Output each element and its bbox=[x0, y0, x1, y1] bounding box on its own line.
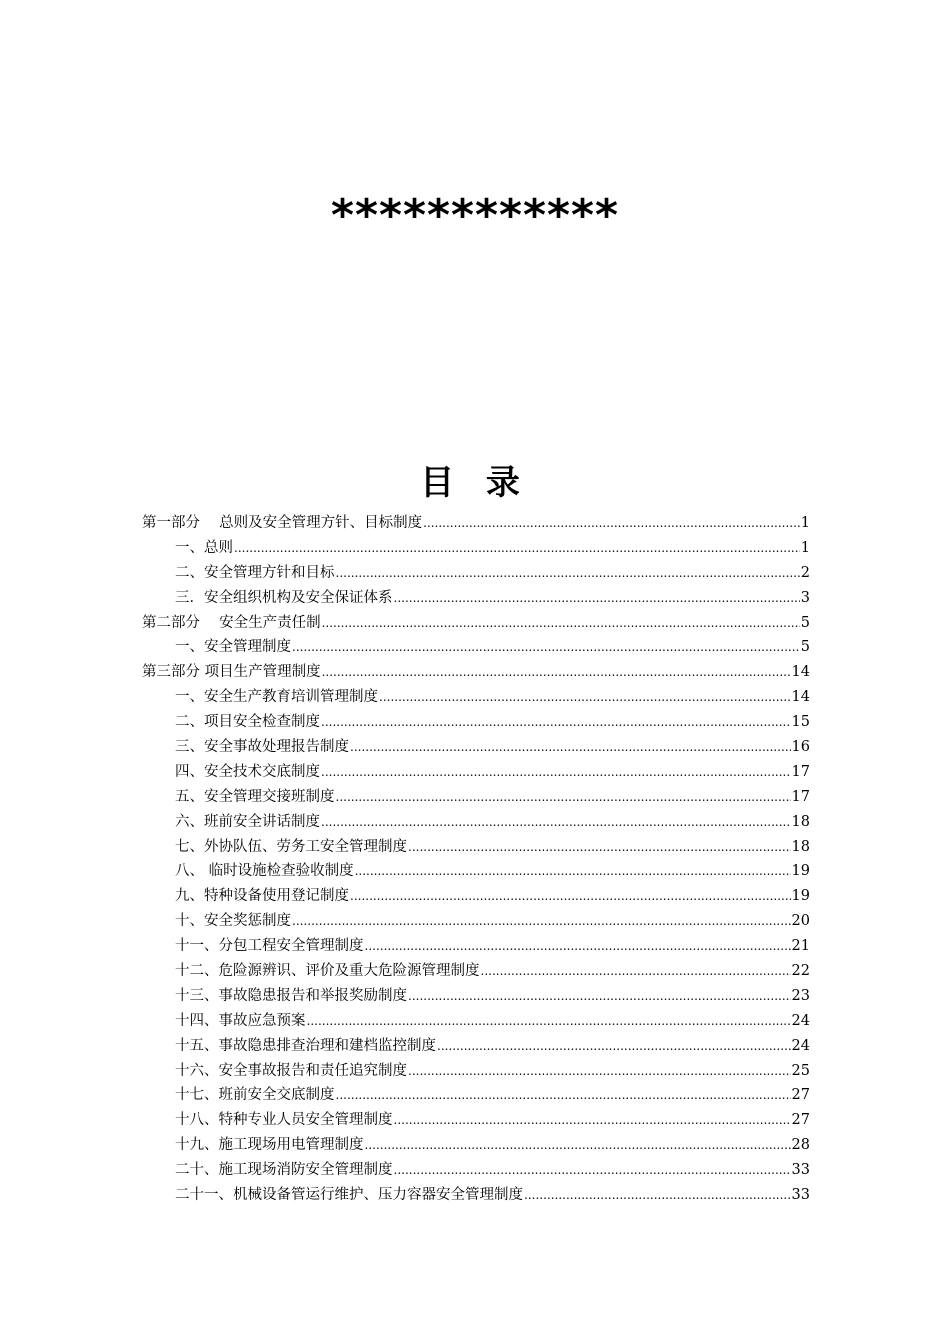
toc-page-number: 14 bbox=[791, 689, 810, 706]
document-heading: ************ bbox=[330, 190, 620, 241]
toc-page-number: 2 bbox=[800, 564, 810, 581]
toc-entry-label: 十、安全奖惩制度 bbox=[175, 913, 291, 930]
toc-entry-label: 二十一、机械设备管运行维护、压力容器安全管理制度 bbox=[175, 1187, 523, 1204]
toc-entry-label: 二、项目安全检查制度 bbox=[175, 714, 320, 731]
toc-entry-label: 三．安全组织机构及安全保证体系 bbox=[175, 589, 393, 606]
toc-section-entry[interactable] bbox=[142, 710, 810, 735]
toc-section-entry[interactable] bbox=[142, 859, 810, 884]
toc-dot-leader bbox=[355, 863, 791, 879]
toc-entry-label: 十二、危险源辨识、评价及重大危险源管理制度 bbox=[175, 963, 480, 980]
toc-entry-label: 十三、事故隐患报告和举报奖励制度 bbox=[175, 987, 407, 1004]
toc-page-number: 14 bbox=[791, 664, 810, 681]
toc-section-entry[interactable] bbox=[142, 1158, 810, 1183]
toc-entry-label: 八、 临时设施检查验收制度 bbox=[175, 863, 354, 880]
toc-entry-label: 二十、施工现场消防安全管理制度 bbox=[175, 1162, 393, 1179]
toc-dot-leader bbox=[394, 1112, 791, 1128]
toc-page-number: 24 bbox=[791, 1037, 810, 1054]
toc-dot-leader bbox=[322, 664, 791, 680]
toc-section-entry[interactable] bbox=[142, 1108, 810, 1133]
toc-page-number: 3 bbox=[800, 589, 810, 606]
toc-entry-label: 十四、事故应急预案 bbox=[175, 1012, 306, 1029]
toc-page-number: 23 bbox=[791, 987, 810, 1004]
toc-page-number: 33 bbox=[791, 1187, 810, 1204]
toc-section-entry[interactable] bbox=[142, 586, 810, 611]
toc-section-entry[interactable] bbox=[142, 1183, 810, 1208]
toc-page-number: 5 bbox=[800, 614, 810, 631]
toc-entry-label: 十八、特种专业人员安全管理制度 bbox=[175, 1112, 393, 1129]
toc-page-number: 24 bbox=[791, 1012, 810, 1029]
toc-part-entry[interactable] bbox=[142, 511, 810, 536]
toc-entry-label: 一、安全管理制度 bbox=[175, 639, 291, 656]
toc-dot-leader bbox=[365, 938, 791, 954]
toc-dot-leader bbox=[524, 1187, 791, 1203]
toc-page-number: 25 bbox=[791, 1062, 810, 1079]
toc-dot-leader bbox=[365, 1137, 791, 1153]
toc-entry-label: 十一、分包工程安全管理制度 bbox=[175, 938, 364, 955]
toc-dot-leader bbox=[322, 615, 800, 631]
toc-entry-label: 三、安全事故处理报告制度 bbox=[175, 739, 349, 756]
toc-page-number: 21 bbox=[791, 938, 810, 955]
toc-page-number: 19 bbox=[791, 888, 810, 905]
toc-dot-leader bbox=[307, 1013, 791, 1029]
toc-entry-label: 十六、安全事故报告和责任追究制度 bbox=[175, 1062, 407, 1079]
toc-page-number: 28 bbox=[791, 1137, 810, 1154]
toc-entry-label: 九、特种设备使用登记制度 bbox=[175, 888, 349, 905]
toc-page-number: 27 bbox=[791, 1087, 810, 1104]
toc-section-entry[interactable] bbox=[142, 561, 810, 586]
toc-page-number: 27 bbox=[791, 1112, 810, 1129]
toc-dot-leader bbox=[423, 515, 800, 531]
toc-dot-leader bbox=[292, 913, 791, 929]
toc-dot-leader bbox=[234, 540, 800, 556]
toc-page-number: 17 bbox=[791, 763, 810, 780]
table-of-contents bbox=[142, 511, 810, 1208]
toc-section-entry[interactable] bbox=[142, 835, 810, 860]
toc-section-entry[interactable] bbox=[142, 934, 810, 959]
toc-dot-leader bbox=[292, 639, 800, 655]
toc-section-entry[interactable] bbox=[142, 1034, 810, 1059]
toc-section-entry[interactable] bbox=[142, 1059, 810, 1084]
toc-dot-leader bbox=[408, 1063, 791, 1079]
toc-dot-leader bbox=[394, 590, 800, 606]
toc-section-entry[interactable] bbox=[142, 909, 810, 934]
toc-section-entry[interactable] bbox=[142, 536, 810, 561]
toc-page-number: 5 bbox=[800, 639, 810, 656]
toc-title: 目 录 bbox=[420, 463, 530, 503]
toc-dot-leader bbox=[321, 814, 791, 830]
toc-section-entry[interactable] bbox=[142, 635, 810, 660]
toc-section-entry[interactable] bbox=[142, 760, 810, 785]
toc-dot-leader bbox=[350, 888, 791, 904]
toc-dot-leader bbox=[437, 1038, 791, 1054]
toc-dot-leader bbox=[336, 565, 800, 581]
toc-dot-leader bbox=[321, 764, 791, 780]
toc-section-entry[interactable] bbox=[142, 884, 810, 909]
toc-dot-leader bbox=[481, 963, 791, 979]
toc-page-number: 19 bbox=[791, 863, 810, 880]
toc-page-number: 18 bbox=[791, 813, 810, 830]
toc-dot-leader bbox=[336, 789, 791, 805]
toc-entry-label: 第一部分 总则及安全管理方针、目标制度 bbox=[142, 515, 423, 531]
toc-entry-label: 四、安全技术交底制度 bbox=[175, 763, 320, 780]
toc-entry-label: 十九、施工现场用电管理制度 bbox=[175, 1137, 364, 1154]
toc-entry-label: 二、安全管理方针和目标 bbox=[175, 564, 335, 581]
toc-entry-label: 一、安全生产教育培训管理制度 bbox=[175, 689, 378, 706]
toc-page-number: 20 bbox=[791, 913, 810, 930]
toc-page-number: 1 bbox=[800, 539, 810, 556]
toc-page-number: 18 bbox=[791, 838, 810, 855]
toc-page-number: 17 bbox=[791, 788, 810, 805]
toc-entry-label: 十七、班前安全交底制度 bbox=[175, 1087, 335, 1104]
toc-dot-leader bbox=[379, 689, 791, 705]
toc-section-entry[interactable] bbox=[142, 1009, 810, 1034]
toc-page-number: 1 bbox=[800, 515, 810, 531]
toc-entry-label: 六、班前安全讲话制度 bbox=[175, 813, 320, 830]
toc-page-number: 33 bbox=[791, 1162, 810, 1179]
toc-entry-label: 五、安全管理交接班制度 bbox=[175, 788, 335, 805]
toc-dot-leader bbox=[321, 714, 791, 730]
toc-section-entry[interactable] bbox=[142, 1083, 810, 1108]
toc-part-entry[interactable] bbox=[142, 611, 810, 636]
toc-dot-leader bbox=[408, 988, 791, 1004]
toc-page-number: 15 bbox=[791, 714, 810, 731]
toc-section-entry[interactable] bbox=[142, 785, 810, 810]
toc-section-entry[interactable] bbox=[142, 1133, 810, 1158]
toc-section-entry[interactable] bbox=[142, 685, 810, 710]
toc-dot-leader bbox=[394, 1162, 791, 1178]
toc-dot-leader bbox=[350, 739, 791, 755]
toc-page-number: 16 bbox=[791, 739, 810, 756]
toc-entry-label: 第二部分 安全生产责任制 bbox=[142, 614, 321, 631]
toc-entry-label: 第三部分 项目生产管理制度 bbox=[142, 664, 321, 681]
toc-section-entry[interactable] bbox=[142, 984, 810, 1009]
toc-section-entry[interactable] bbox=[142, 959, 810, 984]
toc-dot-leader bbox=[336, 1087, 791, 1103]
toc-entry-label: 十五、事故隐患排查治理和建档监控制度 bbox=[175, 1037, 436, 1054]
toc-dot-leader bbox=[408, 839, 791, 855]
toc-entry-label: 一、总则 bbox=[175, 539, 233, 556]
toc-entry-label: 七、外协队伍、劳务工安全管理制度 bbox=[175, 838, 407, 855]
toc-section-entry[interactable] bbox=[142, 810, 810, 835]
toc-section-entry[interactable] bbox=[142, 735, 810, 760]
toc-part-entry[interactable] bbox=[142, 660, 810, 685]
toc-page-number: 22 bbox=[791, 963, 810, 980]
